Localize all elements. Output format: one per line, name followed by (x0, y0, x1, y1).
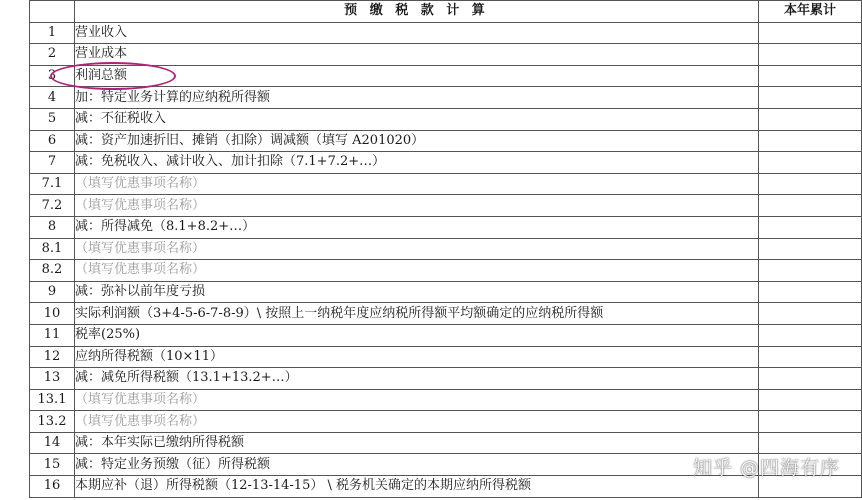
row-item-cell: 税率(25%) (75, 324, 759, 346)
row-cumulative-cell[interactable] (759, 22, 862, 44)
row-item-cell: 减：资产加速折旧、摊销（扣除）调减额（填写 A201020） (75, 130, 759, 152)
table-row (30, 238, 862, 260)
row-cumulative-cell[interactable] (759, 44, 862, 66)
row-seq-cell: 3 (30, 65, 75, 87)
row-seq-cell: 14 (30, 432, 75, 454)
row-seq-cell: 8.2 (30, 260, 75, 282)
row-cumulative-cell[interactable] (759, 324, 862, 346)
table-row (30, 130, 862, 152)
row-item-cell: 利润总额 (75, 65, 759, 87)
row-seq-cell: 12 (30, 346, 75, 368)
row-item-cell: 营业成本 (75, 44, 759, 66)
row-seq-cell: 15 (30, 454, 75, 476)
row-seq-cell: 4 (30, 87, 75, 109)
table-row (30, 216, 862, 238)
row-placeholder-cell: （填写优惠事项名称） (75, 389, 759, 411)
row-cumulative-cell[interactable] (759, 130, 862, 152)
row-seq-cell: 16 (30, 476, 75, 498)
table-row (30, 152, 862, 174)
row-cumulative-cell[interactable] (759, 260, 862, 282)
row-seq-cell: 13.2 (30, 411, 75, 433)
row-seq-cell: 13.1 (30, 389, 75, 411)
table-row (30, 346, 862, 368)
table-row (30, 22, 862, 44)
table-row (30, 411, 862, 433)
table-row (30, 432, 862, 454)
row-cumulative-cell[interactable] (759, 87, 862, 109)
row-cumulative-cell[interactable] (759, 303, 862, 325)
row-cumulative-cell[interactable] (759, 195, 862, 217)
row-seq-cell: 8.1 (30, 238, 75, 260)
row-item-cell: 减：本年实际已缴纳所得税额 (75, 432, 759, 454)
row-seq-cell: 8 (30, 216, 75, 238)
row-seq-cell: 2 (30, 44, 75, 66)
row-seq-cell: 10 (30, 303, 75, 325)
row-item-cell: 减：特定业务预缴（征）所得税额 (75, 454, 759, 476)
row-cumulative-cell[interactable] (759, 152, 862, 174)
table-row (30, 260, 862, 282)
row-item-cell: 加：特定业务计算的应纳税所得额 (75, 87, 759, 109)
row-item-cell: 应纳所得税额（10×11） (75, 346, 759, 368)
row-seq-cell: 1 (30, 22, 75, 44)
table-row (30, 44, 862, 66)
row-seq-cell: 5 (30, 108, 75, 130)
table-row (30, 173, 862, 195)
row-item-cell: 减：免税收入、减计收入、加计扣除（7.1+7.2+…） (75, 152, 759, 174)
header-item-cell: 预 缴 税 款 计 算 (75, 1, 759, 23)
row-cumulative-cell[interactable] (759, 432, 862, 454)
row-seq-cell: 9 (30, 281, 75, 303)
row-cumulative-cell[interactable] (759, 173, 862, 195)
row-placeholder-cell: （填写优惠事项名称） (75, 411, 759, 433)
table-row (30, 195, 862, 217)
row-item-cell: 营业收入 (75, 22, 759, 44)
row-cumulative-cell[interactable] (759, 411, 862, 433)
row-placeholder-cell: （填写优惠事项名称） (75, 195, 759, 217)
table-row (30, 324, 862, 346)
row-seq-cell: 13 (30, 368, 75, 390)
table-body (30, 22, 862, 497)
row-cumulative-cell[interactable] (759, 65, 862, 87)
row-cumulative-cell[interactable] (759, 281, 862, 303)
row-seq-cell: 7.2 (30, 195, 75, 217)
table-row (30, 368, 862, 390)
row-placeholder-cell: （填写优惠事项名称） (75, 173, 759, 195)
table-row (30, 108, 862, 130)
row-seq-cell: 7 (30, 152, 75, 174)
prepaid-tax-table (29, 0, 862, 498)
watermark-text: 知乎 @四海有序 (692, 457, 840, 479)
row-placeholder-cell: （填写优惠事项名称） (75, 238, 759, 260)
row-seq-cell: 6 (30, 130, 75, 152)
row-item-cell: 实际利润额（3+4-5-6-7-8-9）\ 按照上一纳税年度应纳税所得额平均额确定的应纳税所得额 (75, 303, 759, 325)
row-placeholder-cell: （填写优惠事项名称） (75, 260, 759, 282)
table-row (30, 281, 862, 303)
row-item-cell: 减：减免所得税额（13.1+13.2+…） (75, 368, 759, 390)
table-row (30, 87, 862, 109)
table-row (30, 303, 862, 325)
row-item-cell: 本期应补（退）所得税额（12-13-14-15） \ 税务机关确定的本期应纳所得税额 (75, 476, 759, 498)
table-header-row (30, 1, 862, 23)
row-cumulative-cell[interactable] (759, 346, 862, 368)
row-item-cell: 减：所得减免（8.1+8.2+…） (75, 216, 759, 238)
table-row (30, 65, 862, 87)
row-cumulative-cell[interactable] (759, 238, 862, 260)
row-item-cell: 减：弥补以前年度亏损 (75, 281, 759, 303)
row-seq-cell: 11 (30, 324, 75, 346)
row-cumulative-cell[interactable] (759, 368, 862, 390)
row-seq-cell: 7.1 (30, 173, 75, 195)
header-seq-cell (30, 1, 75, 23)
table-row (30, 389, 862, 411)
row-cumulative-cell[interactable] (759, 389, 862, 411)
header-cumulative-cell: 本年累计 (759, 1, 862, 23)
row-cumulative-cell[interactable] (759, 108, 862, 130)
row-item-cell: 减：不征税收入 (75, 108, 759, 130)
row-cumulative-cell[interactable] (759, 216, 862, 238)
